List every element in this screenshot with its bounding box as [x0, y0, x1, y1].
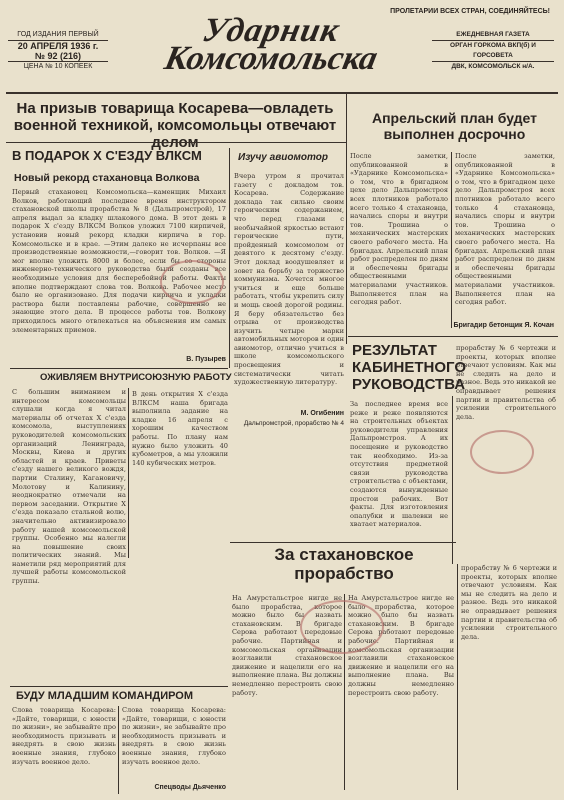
year-line: ГОД ИЗДАНИЯ ПЕРВЫЙ [17, 31, 99, 38]
bottom-left-signature: Спецводы Дьяченко [154, 784, 226, 791]
newspaper-title [121, 12, 421, 78]
section-heading: В ПОДАРОК Х С'ЕЗДУ ВЛКСМ [12, 148, 202, 163]
slogan: ПРОЛЕТАРИИ ВСЕХ СТРАН, СОЕДИНЯЙТЕСЬ! [390, 8, 550, 15]
title-top: Ударник [199, 12, 344, 49]
issue-info [8, 30, 108, 72]
article-signature: В. Пузырев [186, 356, 226, 363]
article-body: Первый стахановец Комсомольска—каменщик Михаил Волков, работающий последнее время инструктором стахановской школы прорабства № 8 (Дальпромстрой), 17 апреля выдал за кладку шлакового дома. В этот день в подарок Х с'езду ВЛКСМ Волков уложил 7100 кирпичей, установив новый рекорд кладки кирпича в гор. Комсомольске и в крае. —Этим далеко не исчерпаны все производственные возможности,—говорит тов. Волков. —Я мог вполне уложить 8000 и более, если бы со стороны инженерно-технического руководства были созданы все необходимые условия для бесперебойной работы. Факты вполне подтверждают слова тов. Волкова. Рабочее место было не организовано. Для подачи кирпича и укладки раствора были поставлены рабочие, совершенно не знающие этого дела. В процессе работы тов. Волкову приходилось много отвлекаться на объяснения им самых элементарных приемов. [12, 188, 226, 334]
article2-subhead: ОЖИВЛЯЕМ ВНУТРИСОЮЗНУЮ РАБОТУ [40, 372, 232, 383]
article2-body: С большим вниманием и интересом комсомольцы слушали когда я читал материалы об отчетах X с'езда комсомола, выступлениях руководителей комсомольских организаций Ленинграда, Москвы, Киева и других областей и краев. Приветы с'езду нашего великого вождя, партии Сталину, Кагановичу, Молотову и Калинину, неоднократно отмечали на первом заседании. Открытие Х с'езда показало стальной волю, значительно активизировало работу нашей комсомольской группы. Особенно мы налегли на повышение своих политических знаний. Мы наметили ряд мероприятий для лучшей работы комсомольской группы. [12, 388, 126, 586]
result-body: За последнее время все реже и реже появляются на строительных объектах руководители управления Дальпромстроя. А их посещение и руководство так необходимо. Из-за отсутствия предметной связи руководства строительства с объектами, создаются вынужденные простои рабочих. Вот факты. Для изготовления опалубки и шалевки не хватает материалов. [350, 400, 448, 529]
result-body-2: прорабству № 6 чертежи и проекты, которых вполне отвечают условиям. Как мы не следить на дело и разное. Ведь это никакой не оправдывает решения партии и правительства об усилении строительного дела. [456, 344, 556, 421]
middle-body: Вчера утром я прочитал газету с докладом тов. Косарева. Содержание доклада так сильно своим героическим содержанием, что перед глазами с необычайной яркостью встают героические пути, пройденный комсомолом от девятого к десятому с'езду. Этот доклад воодушевляет и зовет на борьбу за торжество коммунизма. Хочется многое учиться и еще больше работать, чтобы укрепить силу и мощь своей дорогой родины. Я беру обязательство без отрыва от производства изучить четыре марки автомобильных моторов и один авиомотор, отлично учиться в школе комсомольского просвещения и систематически читать художественную литературу. [234, 172, 344, 387]
right-bottom-body: прорабству № 6 чертежи и проекты, которых вполне отвечают условиям. Как мы не следить на дело и разное. Ведь это никакой не оправдывает решения партии и правительства об усилении строительного дела. [461, 564, 557, 641]
place-label: ДВК, КОМСОМОЛЬСК н/А. [451, 63, 535, 70]
middle-signature-org: Дальпромстрой, прорабство № 4 [243, 420, 344, 427]
right-headline: Апрельский план будет выполнен досрочно [371, 110, 538, 142]
bottom-left-body: Слова товарища Косарева: «Дайте, товарищи, с юности по жизни», не забывайте про необходимость призывать и внедрять в свою жизнь военные знания, глубоко изучать военное дело. [12, 706, 116, 766]
middle-subhead: Изучу авиомотор [238, 152, 328, 163]
article-subhead: Новый рекорд стахановца Волкова [14, 172, 200, 184]
masthead [6, 4, 558, 94]
middle-body-2: В день открытия X с'езда ВЛКСМ наша бригада выполнила задание на кладке 16 апреля с хорошим качеством работы. По плану нам нужно было уложить 40 кубометров, а мы уложили 140 кубических метров. [132, 390, 228, 467]
bottom-body-2: На Амурстальстрое нигде не было прорабства, которое можно было бы назвать стахановским. В бригаде Серова работают передовые рабочие. Партийная и комсомольская организации возглавили стахановское движение и нацелили его на выполнение плана. Вы должны немедленно перестроить свою работу. [348, 594, 454, 697]
bottom-left-headline: БУДУ МЛАДШИМ КОМАНДИРОМ [16, 690, 194, 702]
bottom-headline: За стахановское прорабство [274, 545, 414, 583]
daily-label: ЕЖЕДНЕВНАЯ ГАЗЕТА [456, 31, 530, 38]
publisher-info [432, 30, 554, 72]
right-signature: Бригадир бетонщик Я. Кочан [453, 322, 554, 329]
right-body-2: После заметки, опубликованной в «Ударнике Комсомольска» о том, что в бригадном цехе дело Дальпромстроя всех плотников работало всего только 4 стахановца, начались споры и внутри тов. Трошина о механических мастерских своего рабочего места. На бригадах. Апрельский план работ распределен по дням и обеспечены бригады общественными материалами участников. Выполняется план на сегодня работ. [455, 152, 555, 307]
issue-number: № 92 (216) [34, 51, 82, 61]
organ-label: ОРГАН ГОРКОМА ВКП(б) И ГОРСОВЕТА [450, 42, 536, 59]
issue-date: 20 АПРЕЛЯ 1936 г. [17, 41, 99, 51]
bottom-left-body-2: Слова товарища Косарева: «Дайте, товарищи, с юности по жизни», не забывайте про необходимость призывать и внедрять в свою жизнь военные знания, глубоко изучать военное дело. [122, 706, 226, 766]
library-stamp [470, 430, 534, 474]
issue-price: ЦЕНА № 10 КОПЕЕК [23, 63, 93, 70]
title-bottom: Комсомольска [161, 40, 381, 77]
right-body: После заметки, опубликованной в «Ударнике Комсомольска» о том, что в бригадном цехе дело Дальпромстроя всех плотников работало всего только 4 стахановца, начались споры и внутри тов. Трошина о механических мастерских своего рабочего места. На бригадах. Апрельский план работ распределен по дням и обеспечены бригады общественными материалами участников. Выполняется план на сегодня работ. [350, 152, 448, 307]
result-headline: РЕЗУЛЬТАТ КАБИНЕТНОГО РУКОВОДСТВА [352, 342, 467, 393]
middle-signature: М. Огибенин [300, 410, 344, 417]
top-headline: На призыв товарища Косарева—овладеть военной техникой, комсомольцы отвечают делом [13, 100, 337, 151]
library-stamp [300, 600, 384, 654]
library-stamp [160, 260, 224, 304]
bottom-body: На Амурстальстрое нигде не было прорабства, которое можно было бы назвать стахановским. В бригаде Серова работают передовые рабочие. Партийная и комсомольская организации возглавили стахановское движение и нацелили его на выполнение плана. Вы должны немедленно перестроить свою работу. [232, 594, 342, 697]
